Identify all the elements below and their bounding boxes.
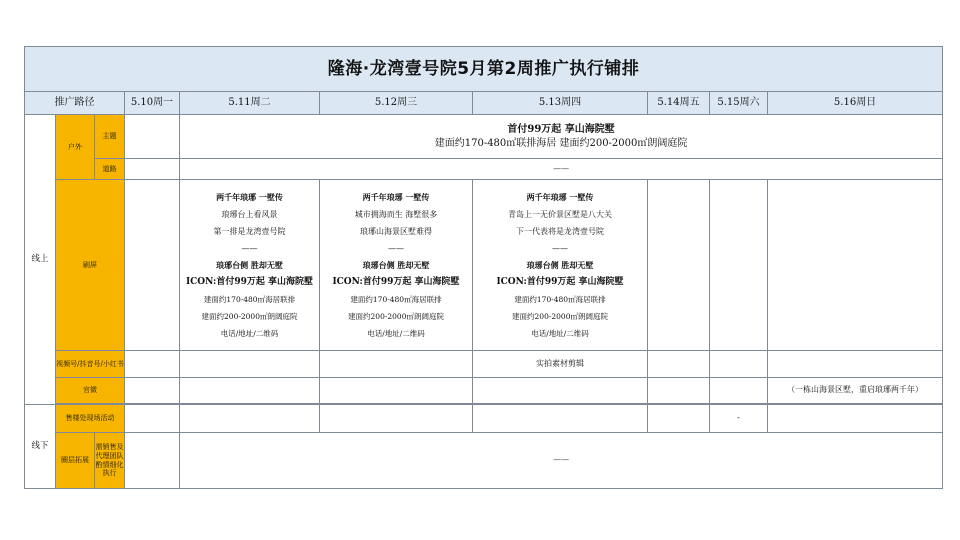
offline-label: 线下 [25,405,56,489]
video-label: 视频号/抖音号/小红书 [56,351,125,378]
screen-row [25,180,943,351]
outdoor-theme-cell [180,115,943,159]
route-header: 推广路径 [25,92,125,115]
theme-label: 主题 [95,115,125,159]
screen-line: 琅琊台上看风景 [221,209,278,219]
wechat-label: 官微 [56,378,125,404]
wechat-wed-cell [320,378,473,404]
screen-separator: —— [241,243,258,253]
video-fri-cell [648,351,710,378]
screen-line: 两千年琅琊 一墅传 [362,191,430,202]
expand-mon-cell [125,433,180,489]
sales-sat-cell: - [710,405,768,433]
theme-subline: 建面约170-480㎡联排海居 建面约200-2000㎡朗阔庭院 [434,137,688,149]
screen-line: 建面约200-2000㎡朗阔庭院 [512,311,608,321]
theme-mon-cell [125,115,180,159]
sales-sun-cell [768,405,943,433]
screen-line: ICON:首付99万起 享山海院墅 [185,276,314,287]
screen-line: 琅琊台侧 胜却无墅 [362,259,430,270]
video-tue-cell [180,351,320,378]
screen-line: 琅琊台侧 胜却无墅 [216,259,283,270]
screen-line: 建面约200-2000㎡朗阔庭院 [201,311,298,321]
screen-cell-wed [320,180,473,351]
sales-thu-cell [473,405,648,433]
screen-line: 琅琊山海景区墅难得 [360,226,432,236]
video-mon-cell [125,351,180,378]
schedule-sheet [24,46,942,489]
screen-line: 电话/地址/二维码 [367,328,425,338]
screen-line: 建面约170-480㎡海居联排 [350,294,442,304]
screen-line: 青岛上一无价景区墅是八大关 [508,209,612,219]
outdoor-label: 户外 [56,115,95,180]
outdoor-road-row [25,159,943,180]
screen-sun-cell [768,180,943,351]
day-header-thu: 5.13周四 [473,92,648,115]
wechat-mon-cell [125,378,180,404]
expand-value: —— [180,433,943,489]
sales-tue-cell [180,405,320,433]
screen-line: 电话/地址/二维码 [220,328,279,338]
day-header-wed: 5.12周三 [320,92,473,115]
screen-cell-tue [180,180,320,351]
screen-line: 两千年琅琊 一墅传 [526,191,594,202]
screen-line: 第一排是龙湾壹号院 [213,226,286,236]
sales-wed-cell [320,405,473,433]
screen-line: ICON:首付99万起 享山海院墅 [332,276,460,287]
sales-mon-cell [125,405,180,433]
day-header-tue: 5.11周二 [180,92,320,115]
wechat-fri-cell [648,378,710,404]
road-mon-cell [125,159,180,180]
screen-sat-cell [710,180,768,351]
screen-line: 建面约200-2000㎡朗阔庭院 [348,311,444,321]
expand-label: 圈层拓展 [56,433,95,489]
wechat-sat-cell [710,378,768,404]
screen-label: 刷屏 [56,180,125,351]
wechat-row [25,378,943,404]
screen-line: 两千年琅琊 一墅传 [216,191,283,202]
screen-separator: —— [552,243,568,253]
date-header-row [25,92,943,115]
screen-line: 琅琊台侧 胜却无墅 [526,259,594,270]
screen-line: 建面约170-480㎡海居联排 [203,294,296,304]
screen-line: 建面约170-480㎡海居联排 [514,294,606,304]
online-label: 线上 [25,115,56,405]
sales-fri-cell [648,405,710,433]
road-value: —— [180,159,943,180]
day-header-mon: 5.10周一 [125,92,180,115]
expand-row [25,433,943,489]
video-sat-cell [710,351,768,378]
video-row [25,351,943,378]
schedule-table [24,46,943,489]
screen-mon-cell [125,180,180,351]
day-header-sun: 5.16周日 [768,92,943,115]
expand-detail: 需销售及代理团队酌情细化执行 [95,433,125,489]
sales-label: 售楼处现场活动 [56,405,125,433]
wechat-thu-cell [473,378,648,404]
wechat-tue-cell [180,378,320,404]
screen-line: ICON:首付99万起 享山海院墅 [496,276,624,287]
day-header-sat: 5.15周六 [710,92,768,115]
sales-row [25,405,943,433]
theme-headline: 首付99万起 享山海院墅 [507,124,615,135]
wechat-sun-cell: （一栋山海景区墅，重启琅琊两千年） [768,378,943,404]
day-header-fri: 5.14周五 [648,92,710,115]
road-label: 道路 [95,159,125,180]
screen-line: 城市拥海而生 海墅很多 [354,209,438,219]
video-wed-cell [320,351,473,378]
screen-fri-cell [648,180,710,351]
screen-separator: —— [388,243,404,253]
screen-line: 下一代表将是龙湾壹号院 [516,226,604,236]
video-thu-cell: 实拍素材剪辑 [473,351,648,378]
screen-line: 电话/地址/二维码 [531,328,589,338]
screen-cell-thu [473,180,648,351]
outdoor-theme-row [25,115,943,159]
video-sun-cell [768,351,943,378]
page-title: 隆海·龙湾壹号院5月第2周推广执行铺排 [25,47,943,92]
